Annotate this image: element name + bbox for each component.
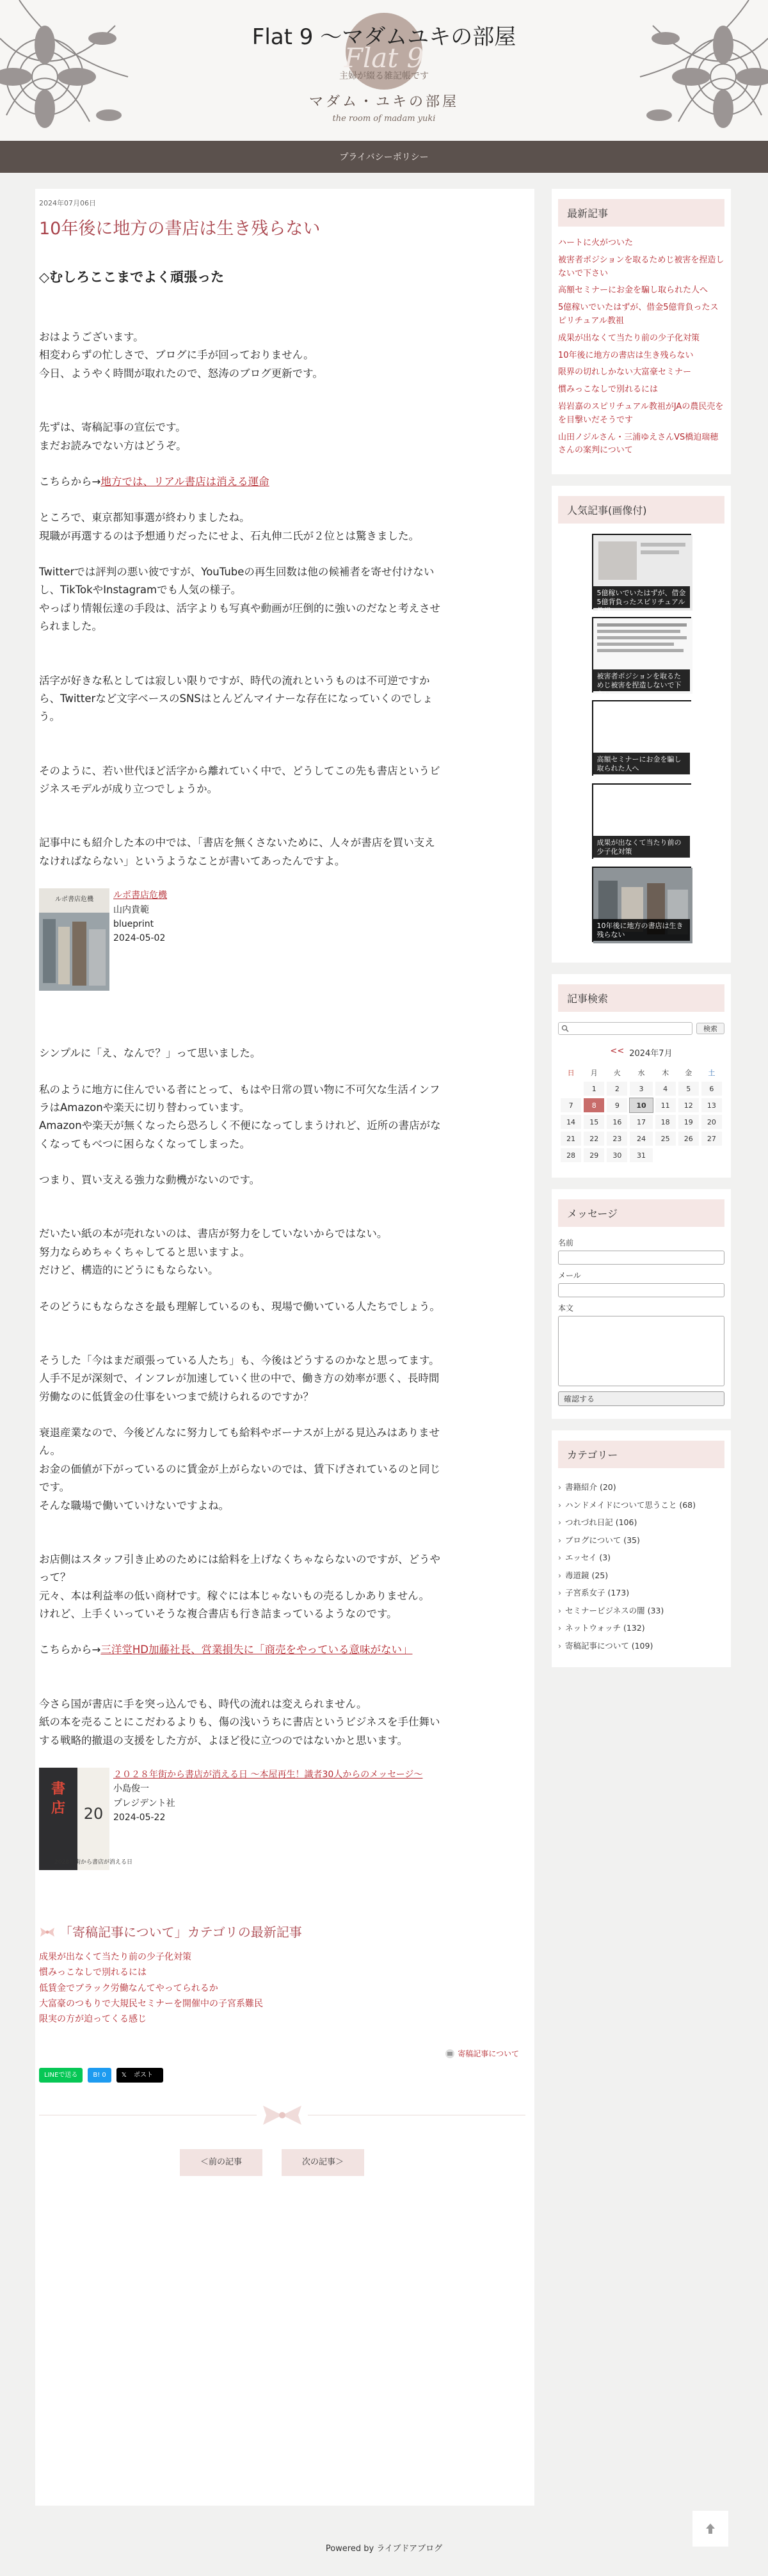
powered-by: Powered by ライブドアブログ bbox=[325, 2544, 443, 2554]
paragraph: 衰退産業なので、今後どんなに努力しても給料やボーナスが上がる見込みはありませ ん。 お金の価値が下がっているのに賃金が上がらないのでは、賃下げされているのと同じ です。 そんな職場で働いていけないですよね。 bbox=[39, 1427, 440, 1512]
search-button[interactable]: 検索 bbox=[696, 1023, 724, 1034]
recent-post-item[interactable]: 成果が出なくて当たり前の少子化対策 bbox=[558, 333, 700, 343]
nav-privacy-link[interactable]: プライバシーポリシー bbox=[339, 152, 429, 163]
calendar-day: 11 bbox=[655, 1098, 676, 1112]
calendar-day: 14 bbox=[561, 1115, 581, 1129]
category-link[interactable]: 寄稿記事について bbox=[445, 2047, 519, 2061]
message-widget bbox=[552, 1189, 731, 1419]
related-item[interactable]: 成果が出なくて当たり前の少子化対策 bbox=[39, 1952, 191, 1963]
calendar-day[interactable]: 8 bbox=[584, 1098, 604, 1112]
recent-posts-widget bbox=[552, 189, 731, 474]
category-item[interactable]: › ブログについて (35) bbox=[558, 1532, 724, 1549]
book-publisher: blueprint bbox=[113, 919, 154, 930]
svg-text:書: 書 bbox=[51, 1780, 66, 1797]
search-widget bbox=[552, 974, 731, 1178]
category-item[interactable]: › 子宮系女子 (173) bbox=[558, 1584, 724, 1602]
divider-ribbon bbox=[39, 2100, 538, 2130]
calendar-day: 1 bbox=[584, 1082, 604, 1096]
x-post-button[interactable]: 𝕏 ポスト bbox=[116, 2068, 163, 2083]
paragraph: そのように、若い世代ほど活字から離れていく中で、どうしてこの先も書店というビ ジネスモデルが成り立つでしょうか。 bbox=[39, 764, 440, 796]
paragraph: 先ずは、寄稿記事の宣伝です。 まだお読みでない方はどうぞ。 bbox=[39, 421, 187, 452]
paragraph: おはようございます。 相変わらずの忙しさで、ブログに手が回っておりません。 今日、ようやく時間が取れたので、怒涛のブログ更新です。 bbox=[39, 331, 323, 380]
calendar-day: 13 bbox=[701, 1098, 722, 1112]
calendar-day: 26 bbox=[678, 1132, 699, 1146]
calendar-day: 10 bbox=[630, 1098, 652, 1112]
calendar-day: 2 bbox=[607, 1082, 627, 1096]
paragraph: 今さら国が書店に手を突っ込んでも、時代の流れは変えられません。 紙の本を売ることにこだわるよりも、傷の浅いうちに書店というビジネスを手仕舞い する戦略的撤退の支援をした方が、よほど役に立つのではないかと思います。 bbox=[39, 1697, 440, 1747]
paragraph: ところで、東京都知事選が終わりましたね。 現職が再選するのは予想通りだったにせよ、石丸伸二氏が２位とは驚きました。 bbox=[39, 511, 419, 542]
calendar-header bbox=[558, 1046, 724, 1059]
calendar-day: 18 bbox=[655, 1115, 676, 1129]
tagline: 主婦が綴る雑記帳です bbox=[339, 71, 429, 81]
widget-title: カテゴリー bbox=[558, 1441, 724, 1468]
popular-posts-widget bbox=[552, 486, 731, 963]
related-item[interactable]: 慣みっこなしで別れるには bbox=[39, 1967, 147, 1978]
recent-post-item[interactable]: 岩岩嘉のスピリチュアル教祖がJAの農民売をを目撃いだそうです bbox=[558, 401, 724, 425]
recent-post-item[interactable]: 被害者ポジションを取るためじ被害を捏造しないで下さい bbox=[558, 255, 724, 278]
calendar-month: 2024年7月 bbox=[629, 1049, 673, 1059]
calendar-day: 12 bbox=[678, 1098, 699, 1112]
book-title-link[interactable]: ルポ書店危機 bbox=[113, 890, 167, 901]
related-heading: 「寄稿記事について」カテゴリの最新記事 bbox=[39, 1921, 525, 1943]
related-articles bbox=[39, 1921, 525, 2027]
related-item[interactable]: 低賃金でブラック労働なんてやってられるか bbox=[39, 1983, 218, 1994]
popular-post-card[interactable]: 高額セミナーにお金を騙し取られた人へ bbox=[592, 700, 691, 776]
paragraph: シンプルに「え、なんで？」って思いました。 bbox=[39, 1047, 261, 1060]
book-cover-image[interactable] bbox=[39, 888, 109, 991]
widget-title: メッセージ bbox=[558, 1199, 724, 1227]
paragraph: つまり、買い支える強力な動機がないのです。 bbox=[39, 1174, 260, 1187]
paragraph: そうした「今はまだ頑張っている人たち」も、今後はどうするのかなと思ってます。 人手不足が深刻で、インフレが加速していく世の中で、働き方の効率が悪く、長時間 労働なのに低賃金の仕事をいつまで続けられるのですか？ bbox=[39, 1354, 440, 1403]
name-label: 名前 bbox=[558, 1238, 574, 1248]
calendar-weekday: 木 bbox=[662, 1069, 669, 1078]
paragraph: 活字が好きな私としては寂しい限りですが、時代の流れというものは不可逆ですか ら、Twitterなど文字ベースのSNSはとんどんマイナーな存在になっていくのでしょ う。 bbox=[39, 674, 433, 723]
paragraph: こちらから→三洋堂HD加藤社長、営業損失に「商売をやっている意味がない」 bbox=[39, 1644, 413, 1656]
calendar-day: 17 bbox=[630, 1115, 652, 1129]
article-subheading: ◇むしろここまでよく頑張った bbox=[39, 269, 225, 285]
mail-label: メール bbox=[558, 1271, 581, 1281]
logo-japanese-name: マダム・ユキの部屋 bbox=[308, 94, 459, 110]
related-item[interactable]: 大富豪のつもりで大規民セミナーを開催中の子宮系難民 bbox=[39, 1998, 263, 2009]
calendar-day: 7 bbox=[561, 1098, 581, 1112]
logo-english-name: the room of madam yuki bbox=[332, 114, 436, 124]
paragraph: 私のように地方に住んでいる者にとって、もはや日常の買い物に不可欠な生活インフ ラはAmazonや楽天に切り替わっています。 Amazonや楽天が無くなったら恐ろしく不便になってしまうけれど、近所の書店がな くなってもべつに困らなくなってしまった。 bbox=[39, 1083, 441, 1150]
popular-post-card[interactable]: 5億稼いでいたはずが、借金5億背負ったスピリチュアル教祖 bbox=[592, 534, 691, 609]
book-author: 山内貴範 bbox=[113, 904, 149, 915]
calendar-day: 29 bbox=[584, 1148, 604, 1162]
contribution-article-link[interactable]: 地方では、リアル書店は消える運命 bbox=[100, 475, 269, 488]
book-card bbox=[39, 1768, 525, 1870]
calendar bbox=[558, 1064, 724, 1165]
post-date: 2024年07月06日 bbox=[39, 199, 96, 207]
book-title-link[interactable]: ２０２８年街から書店が消える日 ～本屋再生！識者30人からのメッセージ～ bbox=[113, 1769, 423, 1780]
related-list bbox=[39, 1949, 525, 2026]
book-cover-label: 2028年街から書店が消える日 bbox=[54, 1859, 132, 1866]
calendar-day: 3 bbox=[630, 1082, 652, 1096]
ribbon-icon bbox=[39, 1926, 56, 1938]
calendar-weekday: 土 bbox=[708, 1069, 716, 1078]
category-item[interactable]: › セミナービジネスの闇 (33) bbox=[558, 1602, 724, 1620]
book-author: 小島俊一 bbox=[113, 1784, 149, 1795]
calendar-weekday: 日 bbox=[567, 1069, 575, 1078]
article-main bbox=[35, 189, 534, 2506]
sidebar bbox=[552, 189, 731, 1679]
calendar-weekday: 月 bbox=[590, 1069, 598, 1078]
paragraph: お店側はスタッフ引き止めのためには給料を上げなくちゃならないのですが、どうや って？ 元々、本は利益率の低い商材です。稼ぐには本じゃないもの売るしかありません。 けれど、上手くいっていそうな複合書店も行き詰まっているようなのです。 bbox=[39, 1553, 440, 1620]
widget-title: 最新記事 bbox=[558, 199, 724, 227]
line-share-button[interactable]: LINEで送る bbox=[39, 2068, 83, 2083]
blog-title[interactable]: Flat 9 〜マダムユキの部屋 bbox=[252, 24, 516, 50]
book-cover-label: ルポ書店危機 bbox=[55, 896, 93, 904]
arrow-up-icon bbox=[703, 2522, 717, 2536]
popular-post-card[interactable]: 成果が出なくて当たり前の少子化対策 bbox=[592, 783, 691, 859]
search-input[interactable] bbox=[558, 1022, 692, 1035]
calendar-day: 16 bbox=[607, 1115, 627, 1129]
calendar-weekday: 水 bbox=[637, 1069, 645, 1078]
calendar-day: 6 bbox=[701, 1082, 722, 1096]
calendar-day: 9 bbox=[607, 1098, 627, 1112]
paragraph: Twitterでは評判の悪い彼ですが、YouTubeの再生回数は他の候補者を寄せ付けない し、TikTokやInstagramでも人気の様子。 やっぱり情報伝達の手段は、活字よりも写真や動画が圧倒的に強いのだなと考えさせ られました。 bbox=[39, 566, 440, 633]
book-publisher: プレジデント社 bbox=[113, 1798, 175, 1809]
category-item[interactable]: › 寄稿記事について (109) bbox=[558, 1637, 724, 1655]
email-field[interactable] bbox=[558, 1283, 724, 1297]
site-header bbox=[0, 0, 768, 141]
related-item[interactable]: 限実の方が迫ってくる感じ bbox=[39, 2013, 147, 2024]
calendar-day: 30 bbox=[607, 1148, 627, 1162]
confirm-button[interactable]: 確認する bbox=[558, 1391, 724, 1406]
paragraph: だいたい紙の本が売れないのは、書店が努力をしていないからではない。 努力ならめちゃくちゃしてると思いますよ。 だけど、構造的にどうにもならない。 bbox=[39, 1228, 388, 1277]
calendar-day bbox=[561, 1082, 581, 1096]
calendar-day: 22 bbox=[584, 1132, 604, 1146]
calendar-day: 27 bbox=[701, 1132, 722, 1146]
book-card bbox=[39, 888, 525, 991]
post-title[interactable]: 10年後に地方の書店は生き残らない bbox=[39, 219, 321, 239]
category-list bbox=[558, 1478, 724, 1654]
book-info bbox=[113, 888, 167, 991]
calendar-weekday: 火 bbox=[613, 1069, 621, 1078]
folder-icon bbox=[445, 2049, 455, 2059]
calendar-day: 4 bbox=[655, 1082, 676, 1096]
recent-post-item[interactable]: 限界の切れしかない大富豪セミナー bbox=[558, 367, 692, 378]
nav-bar bbox=[0, 141, 768, 173]
calendar-day: 5 bbox=[678, 1082, 699, 1096]
calendar-day bbox=[655, 1148, 676, 1162]
next-article-button[interactable]: 次の記事＞ bbox=[282, 2149, 364, 2176]
category-item[interactable]: › ネットウォッチ (132) bbox=[558, 1619, 724, 1637]
book-date: 2024-05-22 bbox=[113, 1812, 166, 1823]
book-info bbox=[113, 1768, 422, 1870]
category-item[interactable]: › 書籍紹介 (20) bbox=[558, 1478, 724, 1496]
calendar-weekday: 金 bbox=[685, 1069, 692, 1078]
category-item[interactable]: › エッセイ (3) bbox=[558, 1549, 724, 1567]
message-body-field[interactable] bbox=[558, 1316, 724, 1386]
prev-article-button[interactable]: ＜前の記事 bbox=[180, 2149, 262, 2176]
calendar-day: 15 bbox=[584, 1115, 604, 1129]
book-date: 2024-05-02 bbox=[113, 933, 166, 944]
category-item[interactable]: › つれづれ日記 (106) bbox=[558, 1514, 724, 1532]
paragraph: こちらから→地方では、リアル書店は消える運命 bbox=[39, 475, 269, 488]
category-item[interactable]: › ハンドメイドについて思うこと (68) bbox=[558, 1496, 724, 1514]
calendar-day bbox=[701, 1148, 722, 1162]
calendar-day: 31 bbox=[630, 1148, 652, 1162]
recent-post-item[interactable]: 10年後に地方の書店は生き残らない bbox=[558, 350, 694, 360]
name-field[interactable] bbox=[558, 1251, 724, 1265]
recent-post-item[interactable]: 5億稼いでいたはずが、借金5億背負ったスピリチュアル教祖 bbox=[558, 303, 719, 326]
article-body bbox=[39, 266, 525, 2176]
calendar-day: 21 bbox=[561, 1132, 581, 1146]
paragraph: 記事中にも紹介した本の中では、「書店を無くさないために、人々が書店を買い支え なければならない」というようなことが書いてあったんですよ。 bbox=[39, 836, 435, 867]
calendar-day: 19 bbox=[678, 1115, 699, 1129]
svg-text:20: 20 bbox=[83, 1804, 104, 1823]
calendar-day: 24 bbox=[630, 1132, 652, 1146]
calendar-day: 23 bbox=[607, 1132, 627, 1146]
recent-post-item[interactable]: 山田ノジルさん・三浦ゆえさんVS橋迫瑞穂さんの案判について bbox=[558, 432, 719, 456]
paragraph: そのどうにもならなさを最も理解しているのも、現場で働いている人たちでしょう。 bbox=[39, 1300, 440, 1313]
category-item[interactable]: › 毒道鏡 (25) bbox=[558, 1567, 724, 1585]
calendar-prev-link[interactable]: << bbox=[610, 1046, 625, 1057]
body-label: 本文 bbox=[558, 1304, 574, 1313]
calendar-day: 25 bbox=[655, 1132, 676, 1146]
widget-title: 記事検索 bbox=[558, 984, 724, 1012]
popular-post-card[interactable]: 被害者ポジションを取るためじ被害を捏造しないで下さい bbox=[592, 617, 691, 692]
recent-post-item[interactable]: ハートに火がついた bbox=[558, 238, 634, 248]
share-buttons bbox=[39, 2068, 525, 2083]
categories-widget bbox=[552, 1430, 731, 1667]
hatena-bookmark-button[interactable]: B! 0 bbox=[88, 2068, 111, 2083]
pager bbox=[180, 2149, 525, 2176]
calendar-day: 28 bbox=[561, 1148, 581, 1162]
widget-title: 人気記事(画像付) bbox=[558, 496, 724, 524]
recent-post-item[interactable]: 慣みっこなしで別れるには bbox=[558, 385, 659, 395]
logo-script-text: Flat 9 bbox=[344, 42, 424, 74]
calendar-day bbox=[678, 1148, 699, 1162]
sanyodo-article-link[interactable]: 三洋堂HD加藤社長、営業損失に「商売をやっている意味がない」 bbox=[100, 1644, 413, 1656]
calendar-day: 20 bbox=[701, 1115, 722, 1129]
search-icon bbox=[561, 1025, 569, 1032]
svg-text:店: 店 bbox=[51, 1800, 66, 1816]
recent-post-item[interactable]: 高額セミナーにお金を騙し取られた人へ bbox=[558, 285, 708, 296]
recent-posts-list bbox=[558, 237, 724, 458]
popular-post-card[interactable]: 10年後に地方の書店は生き残らない bbox=[592, 867, 691, 942]
